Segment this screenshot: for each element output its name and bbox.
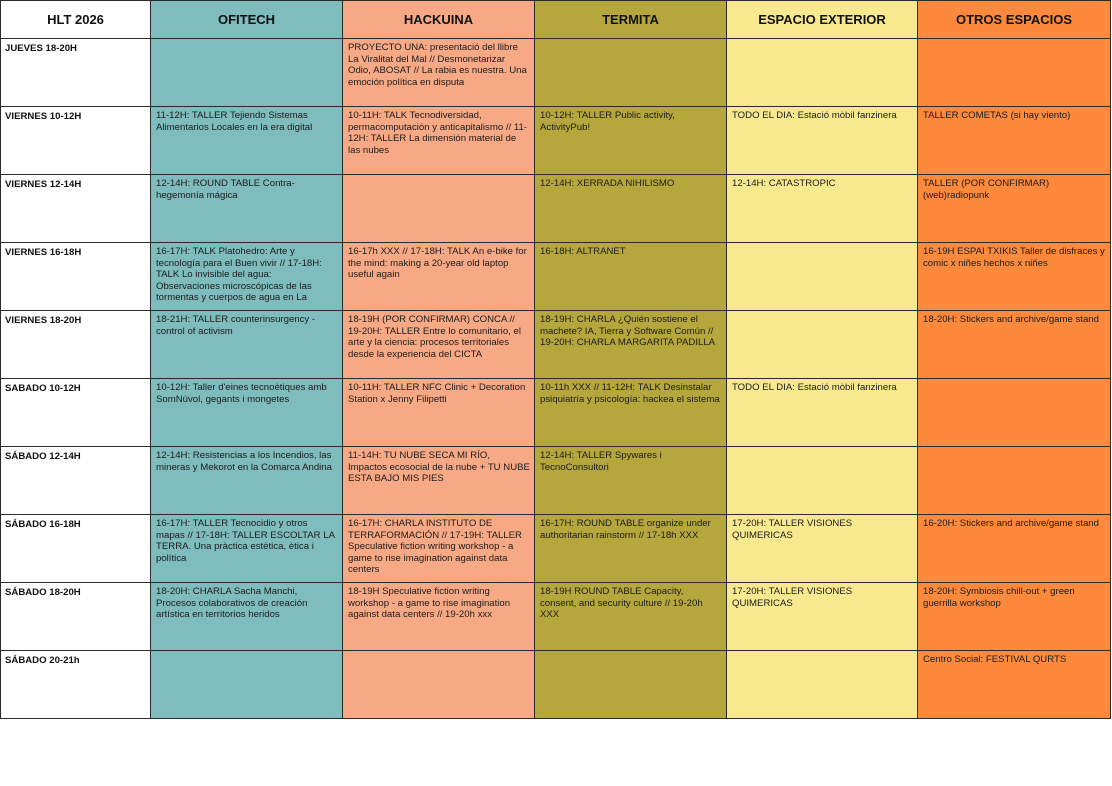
time-slot-label: VIERNES 16-18H xyxy=(5,247,82,258)
session-text: 16-17H: ROUND TABLE organize under authoritarian rainstorm // 17-18h XXX xyxy=(540,518,711,541)
session-cell-ofitech xyxy=(151,651,343,719)
session-cell-termita xyxy=(535,107,727,175)
time-slot-label: SÁBADO 16-18H xyxy=(5,519,81,530)
session-text: 18-20H: CHARLA Sacha Manchi, Procesos colaborativos de creación artística en territorios heridos xyxy=(156,586,308,621)
session-cell-espacio-exterior xyxy=(727,447,918,515)
session-text xyxy=(343,175,534,178)
session-text: 12-14H: Resistencias a los Incendios, las mineras y Mekorot en la Comarca Andina xyxy=(156,450,332,473)
session-cell-espacio-exterior xyxy=(727,379,918,447)
time-slot-label: VIERNES 12-14H xyxy=(5,179,82,190)
session-text: 16-19H ESPAI TXIKIS Taller de disfraces y comic x niñes hechos x niñes xyxy=(923,246,1105,269)
schedule-row xyxy=(1,243,1111,311)
session-cell-ofitech xyxy=(151,583,343,651)
row-label-cell xyxy=(1,39,151,107)
row-label-cell xyxy=(1,311,151,379)
schedule-row xyxy=(1,175,1111,243)
header-hackuina: HACKUINA xyxy=(343,1,535,39)
row-label-cell xyxy=(1,379,151,447)
time-slot-label: JUEVES 18-20H xyxy=(5,43,77,54)
session-cell-otros-espacios xyxy=(918,583,1111,651)
session-cell-hackuina xyxy=(343,107,535,175)
session-cell-espacio-exterior xyxy=(727,107,918,175)
schedule-row xyxy=(1,583,1111,651)
schedule-row xyxy=(1,651,1111,719)
session-cell-otros-espacios xyxy=(918,243,1111,311)
session-text xyxy=(918,379,1110,382)
session-text: 12-14H: XERRADA NIHILISMO xyxy=(540,178,675,189)
session-cell-hackuina xyxy=(343,515,535,583)
header-espacio-exterior: ESPACIO EXTERIOR xyxy=(727,1,918,39)
session-cell-ofitech xyxy=(151,107,343,175)
schedule-row xyxy=(1,447,1111,515)
session-cell-otros-espacios xyxy=(918,379,1111,447)
session-cell-ofitech xyxy=(151,39,343,107)
session-cell-termita xyxy=(535,39,727,107)
time-slot-label: SÁBADO 12-14H xyxy=(5,451,81,462)
session-cell-ofitech xyxy=(151,379,343,447)
session-cell-ofitech xyxy=(151,311,343,379)
session-cell-otros-espacios xyxy=(918,515,1111,583)
session-text: 18-19H Speculative fiction writing workshop - a game to rise imagination against data centers // 19-20h xxx xyxy=(348,586,511,621)
session-cell-termita xyxy=(535,175,727,243)
session-text: 16-17h XXX // 17-18H: TALK An e-bike for the mind: making a 20-year old laptop useful again xyxy=(348,246,527,281)
session-text: 11-14H: TU NUBE SECA MI RÍO, Impactos ecosocial de la nube + TU NUBE ESTA BAJO MIS PIES xyxy=(348,450,530,485)
session-cell-hackuina xyxy=(343,311,535,379)
session-text: 18-21H: TALLER counterinsurgency - control of activism xyxy=(156,314,316,337)
session-text: 17-20H: TALLER VISIONES QUIMERICAS xyxy=(732,586,853,609)
session-cell-termita xyxy=(535,651,727,719)
session-text xyxy=(727,311,917,314)
session-text: 11-12H: TALLER Tejiendo Sistemas Alimentarios Locales en la era digital xyxy=(156,110,313,133)
session-text xyxy=(727,39,917,42)
session-cell-hackuina xyxy=(343,583,535,651)
session-text xyxy=(151,651,342,654)
session-cell-otros-espacios xyxy=(918,175,1111,243)
header-termita: TERMITA xyxy=(535,1,727,39)
session-text xyxy=(535,39,726,42)
session-cell-otros-espacios xyxy=(918,39,1111,107)
time-slot-label: SÁBADO 18-20H xyxy=(5,587,81,598)
session-text: TODO EL DIA: Estació mòbil fanzinera xyxy=(732,110,897,121)
session-cell-otros-espacios xyxy=(918,651,1111,719)
session-text: 16-17H: CHARLA INSTITUTO DE TERRAFORMACIÓN // 17-19H: TALLER Speculative fiction writing workshop - a game to rise imagination against data centers xyxy=(348,518,522,576)
session-cell-espacio-exterior xyxy=(727,175,918,243)
row-label-cell xyxy=(1,243,151,311)
session-text: 18-20H: Symbiosis chill-out + green guerrilla workshop xyxy=(923,586,1075,609)
session-text xyxy=(727,447,917,450)
session-text: 18-19H (POR CONFIRMAR) CONCA // 19-20H: TALLER Entre lo comunitario, el arte y la ciencia: procesos territoriales desde la experiencia del CICTA xyxy=(348,314,521,360)
session-cell-termita xyxy=(535,379,727,447)
session-text: 18-19H ROUND TABLE Capacity, consent, and security culture // 19-20h XXX xyxy=(540,586,703,621)
session-text xyxy=(727,243,917,246)
session-text: 12-14H: TALLER Spywares i TecnoConsultori xyxy=(540,450,662,473)
session-cell-ofitech xyxy=(151,175,343,243)
session-text: TODO EL DIA: Estació mòbil fanzinera xyxy=(732,382,897,393)
row-label-cell xyxy=(1,583,151,651)
session-text xyxy=(727,651,917,654)
session-cell-espacio-exterior xyxy=(727,651,918,719)
session-text: 10-12H: Taller d'eines tecnoètiques amb SomNúvol, gegants i mongetes xyxy=(156,382,327,405)
session-text: 10-11H: TALK Tecnodiversidad, permacomputación y anticapitalismo // 11-12H: TALLER La dimensión material de las nubes xyxy=(348,110,527,156)
session-text: 10-11h XXX // 11-12H: TALK Desinstalar psiquiatría y psicología: hackea el sistema xyxy=(540,382,720,405)
header-row xyxy=(1,1,1111,39)
schedule-row xyxy=(1,379,1111,447)
session-cell-termita xyxy=(535,583,727,651)
session-text: 16-17H: TALK Platohedro: Arte y tecnología para el Buen vivir // 17-18H: TALK Lo invisible del agua: Observaciones microscópicas de las tormentas y cuerpos de agua en La xyxy=(156,246,322,304)
session-cell-hackuina xyxy=(343,243,535,311)
row-label-cell xyxy=(1,447,151,515)
session-text: 18-19H: CHARLA ¿Quién sostiene el machete? IA, Tierra y Software Común // 19-20H: CHARLA MARGARITA PADILLA xyxy=(540,314,716,349)
session-cell-otros-espacios xyxy=(918,447,1111,515)
session-cell-termita xyxy=(535,311,727,379)
session-text: 17-20H: TALLER VISIONES QUIMERICAS xyxy=(732,518,853,541)
header-hlt-2026: HLT 2026 xyxy=(1,1,151,39)
session-cell-espacio-exterior xyxy=(727,39,918,107)
session-text xyxy=(918,447,1110,450)
session-text: 16-18H: ALTRANET xyxy=(540,246,626,257)
header-otros-espacios: OTROS ESPACIOS xyxy=(918,1,1111,39)
session-text xyxy=(535,651,726,654)
session-cell-espacio-exterior xyxy=(727,311,918,379)
session-text xyxy=(343,651,534,654)
row-label-cell xyxy=(1,175,151,243)
header-ofitech: OFITECH xyxy=(151,1,343,39)
row-label-cell xyxy=(1,515,151,583)
session-cell-hackuina xyxy=(343,447,535,515)
session-text: 16-20H: Stickers and archive/game stand xyxy=(923,518,1099,529)
time-slot-label: SABADO 10-12H xyxy=(5,383,81,394)
session-cell-espacio-exterior xyxy=(727,515,918,583)
row-label-cell xyxy=(1,651,151,719)
schedule-row xyxy=(1,39,1111,107)
time-slot-label: VIERNES 10-12H xyxy=(5,111,82,122)
schedule-row xyxy=(1,311,1111,379)
session-cell-termita xyxy=(535,515,727,583)
session-cell-espacio-exterior xyxy=(727,583,918,651)
session-cell-hackuina xyxy=(343,39,535,107)
schedule-row xyxy=(1,515,1111,583)
session-text: Centro Social: FESTIVAL QURTS xyxy=(923,654,1067,665)
session-cell-ofitech xyxy=(151,447,343,515)
time-slot-label: SÁBADO 20-21h xyxy=(5,655,80,666)
session-cell-hackuina xyxy=(343,175,535,243)
session-text: 12-14H: ROUND TABLE Contra-hegemonía mágica xyxy=(156,178,295,201)
session-text: 10-12H: TALLER Public activity, ActivityPub! xyxy=(540,110,675,133)
session-cell-otros-espacios xyxy=(918,311,1111,379)
session-cell-hackuina xyxy=(343,379,535,447)
session-text: 16-17H: TALLER Tecnocidio y otros mapas // 17-18H: TALLER ESCOLTAR LA TERRA. Una pràctica estètica, ètica i política xyxy=(156,518,335,564)
session-text: 10-11H: TALLER NFC Clinic + Decoration Station x Jenny Filipetti xyxy=(348,382,526,405)
session-cell-otros-espacios xyxy=(918,107,1111,175)
session-cell-termita xyxy=(535,447,727,515)
session-text: PROYECTO UNA: presentació del llibre La Viralitat del Mal // Desmonetarizar Odio, ABOSAT // La rabia es nuestra. Una emoción política en disputa xyxy=(348,42,527,88)
schedule-row xyxy=(1,107,1111,175)
time-slot-label: VIERNES 18-20H xyxy=(5,315,82,326)
session-text: TALLER (POR CONFIRMAR) (web)radiopunk xyxy=(923,178,1050,201)
schedule-body xyxy=(1,39,1111,719)
session-cell-espacio-exterior xyxy=(727,243,918,311)
session-text: TALLER COMETAS (si hay viento) xyxy=(923,110,1071,121)
session-cell-hackuina xyxy=(343,651,535,719)
session-cell-ofitech xyxy=(151,243,343,311)
session-text xyxy=(151,39,342,42)
session-text: 12-14H: CATASTROPIC xyxy=(732,178,836,189)
session-cell-ofitech xyxy=(151,515,343,583)
session-text xyxy=(918,39,1110,42)
row-label-cell xyxy=(1,107,151,175)
session-cell-termita xyxy=(535,243,727,311)
session-text: 18-20H: Stickers and archive/game stand xyxy=(923,314,1099,325)
